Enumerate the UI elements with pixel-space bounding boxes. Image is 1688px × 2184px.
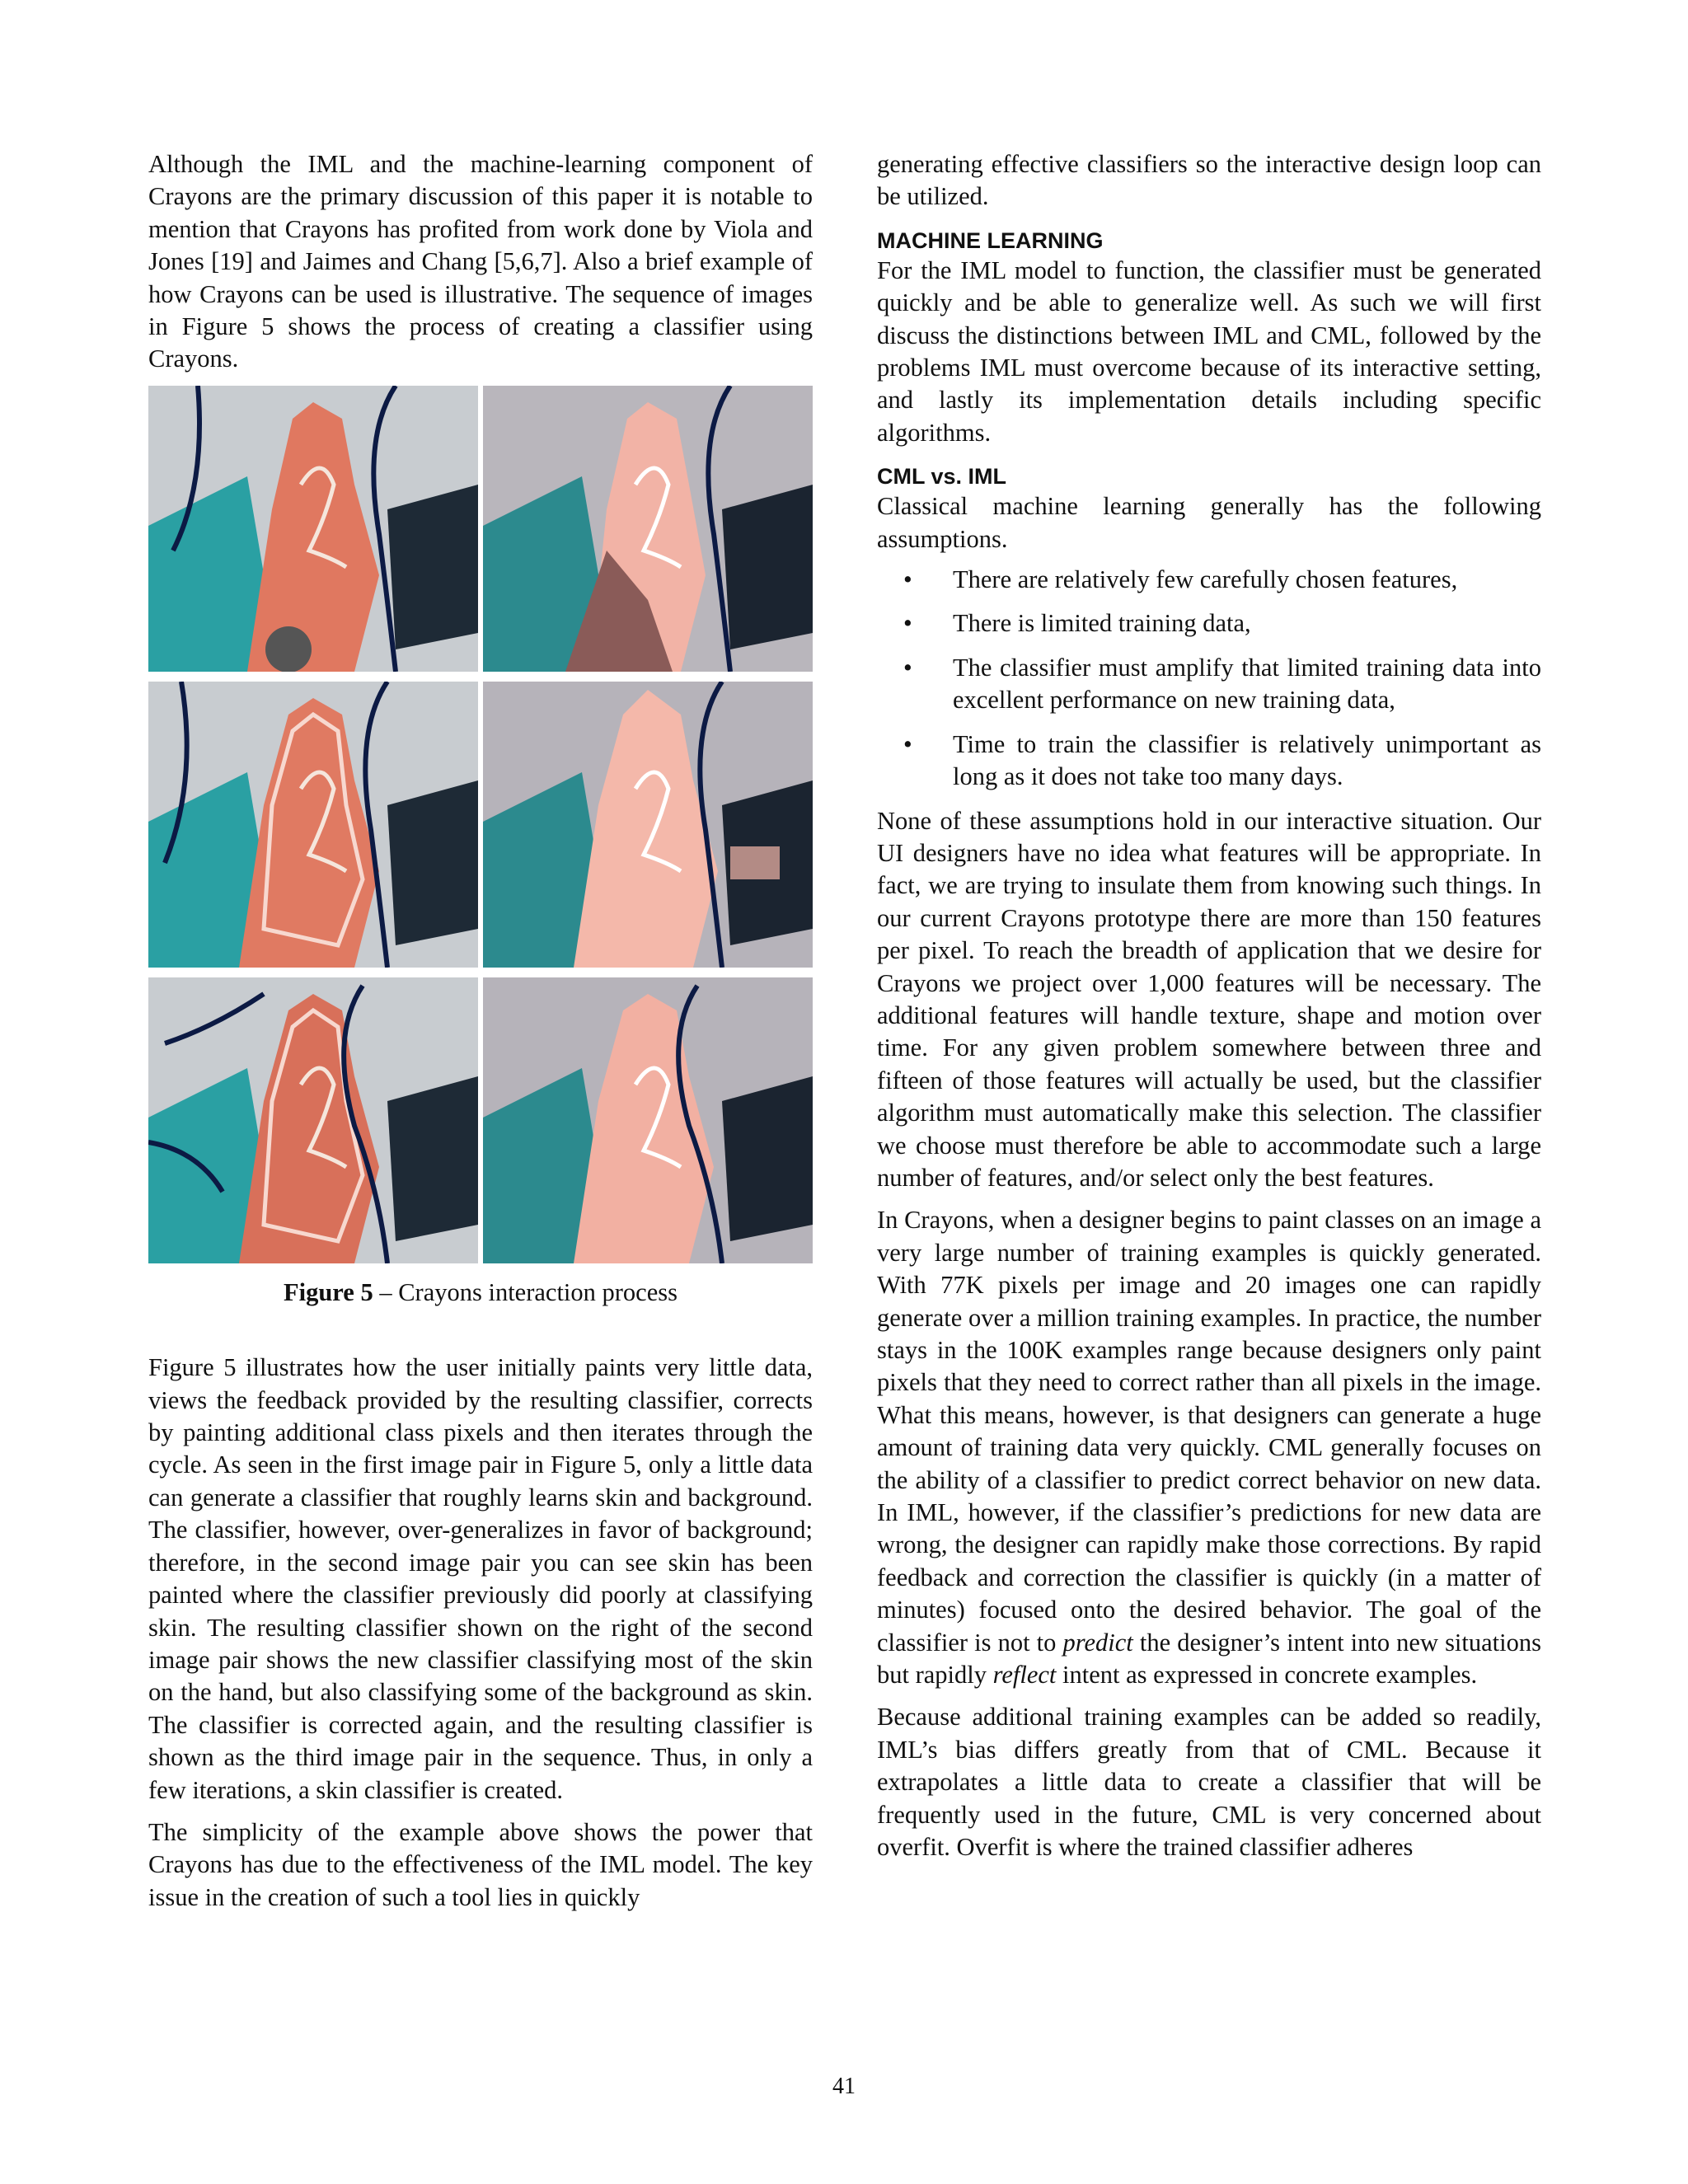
classifier-output-image-1 (483, 386, 813, 672)
emphasis-predict: predict (1062, 1628, 1133, 1657)
figure-caption-text: – Crayons interaction process (373, 1277, 678, 1306)
left-column (148, 148, 813, 1914)
right-paragraph-2: For the IML model to function, the classifier must be generated quickly and be able to generalize well. As such we will first discuss the distinctions between IML and CML, followed by the problems IML must overcome because of its interactive setting, and lastly its implementation details including specific algorithms. (877, 255, 1541, 447)
classifier-output-image-2 (483, 682, 813, 968)
bullet-marker: • (903, 653, 912, 682)
figure-image-pair-1 (148, 386, 813, 672)
figure-caption (148, 1277, 813, 1309)
classifier-output-image-3 (483, 977, 813, 1263)
page-number: 41 (832, 2074, 856, 2099)
hand-painted-image-2 (148, 682, 478, 968)
figure-image-pair-2 (148, 682, 813, 968)
left-paragraph-3: The simplicity of the example above shows the power that Crayons has due to the effectiveness of the IML model. The key issue in the creation of such a tool lies in quickly (148, 1817, 813, 1911)
hand-painted-image-1 (148, 386, 478, 672)
right-paragraph-1: generating effective classifiers so the interactive design loop can be utilized. (877, 150, 1541, 211)
right-column (877, 148, 1541, 1864)
bullet-marker: • (903, 729, 912, 758)
hand-painted-image-3 (148, 977, 478, 1263)
figure-label: Figure 5 (283, 1277, 373, 1306)
figure-image-pair-3 (148, 977, 813, 1263)
left-paragraph-1: Although the IML and the machine-learning component of Crayons are the primary discussion of this paper it is notable to mention that Crayons has profited from work done by Viola and Jones [19] and Jaimes and Chang [5,6,7]. Also a brief example of how Crayons can be used is illustrative. The sequence of images in Figure 5 shows the process of creating a classifier using Crayons. (148, 150, 813, 373)
right-paragraph-4: None of these assumptions hold in our interactive situation. Our UI designers have no idea what features will be appropriate. In fact, we are trying to insulate them from knowing such things. In our current Crayons prototype there are more than 150 features per pixel. To reach the breadth of application that we desire for Crayons we project over 1,000 features will be necessary. The additional features will handle texture, shape and motion over time. For any given problem somewhere between three and fifteen of those features will actually be used, but the classifier algorithm must automatically make this selection. The classifier we choose must therefore be able to accommodate such a large number of features, and/or select only the best features. (877, 806, 1541, 1192)
right-paragraph-5: In Crayons, when a designer begins to paint classes on an image a very large number of training examples is quickly generated. With 77K pixels per image and 20 images one can rapidly generate over a million training examples. In practice, the number stays in the 100K examples range because designers only paint pixels that they need to correct rather than all pixels in the image. What this means, however, is that designers can generate a huge amount of training data very quickly. CML generally focuses on the ability of a classifier to predict correct behavior on new data. In IML, however, if the classifier’s predictions for new data are wrong, the designer can rapidly make those corrections. By rapid feedback and correction the classifier is quickly (in a matter of minutes) focused onto the desired behavior. The goal of the classifier is not to predict the designer’s intent into new situations but rapidly reflect intent as expressed in concrete examples. (877, 1206, 1541, 1690)
right-paragraph-3: Classical machine learning generally has the following assumptions. (877, 492, 1541, 553)
bullet-marker: • (903, 609, 912, 638)
emphasis-reflect: reflect (992, 1661, 1057, 1690)
list-item: • Time to train the classifier is relatively unimportant as long as it does not take too many days. (903, 729, 1541, 791)
section-heading-cml-vs-iml: CML vs. IML (877, 464, 1007, 490)
left-paragraph-2: Figure 5 illustrates how the user initially paints very little data, views the feedback provided by the resulting classifier, corrects by painting additional class pixels and then iterates through the cycle. As seen in the first image pair in Figure 5, only a little data can generate a classifier that roughly learns skin and background. The classifier, however, over-generalizes in favor of background; therefore, in the second image pair you can see skin has been painted where the classifier previously did poorly at classifying skin. The resulting classifier shown on the right of the second image pair shows the new classifier classifying most of the skin on the hand, but also classifying some of the background as skin. The classifier is corrected again, and the resulting classifier is shown as the third image pair in the sequence. Thus, in only a few iterations, a skin classifier is created. (148, 1353, 813, 1804)
section-heading-machine-learning: MACHINE LEARNING (877, 227, 1104, 253)
assumptions-list (877, 564, 1541, 793)
figure-5 (148, 386, 813, 1309)
list-item: • There are relatively few carefully chosen features, (877, 564, 1541, 596)
list-item: • The classifier must amplify that limited training data into excellent performance on new training data, (903, 653, 1541, 715)
bullet-marker: • (903, 565, 912, 594)
list-item: • There is limited training data, (877, 607, 1541, 640)
right-paragraph-6: Because additional training examples can be added so readily, IML’s bias differs greatly from that of CML. Because it extrapolates a little data to create a classifier that will be frequently used in the future, CML is very concerned about overfit. Overfit is where the trained classifier adheres (877, 1703, 1541, 1862)
